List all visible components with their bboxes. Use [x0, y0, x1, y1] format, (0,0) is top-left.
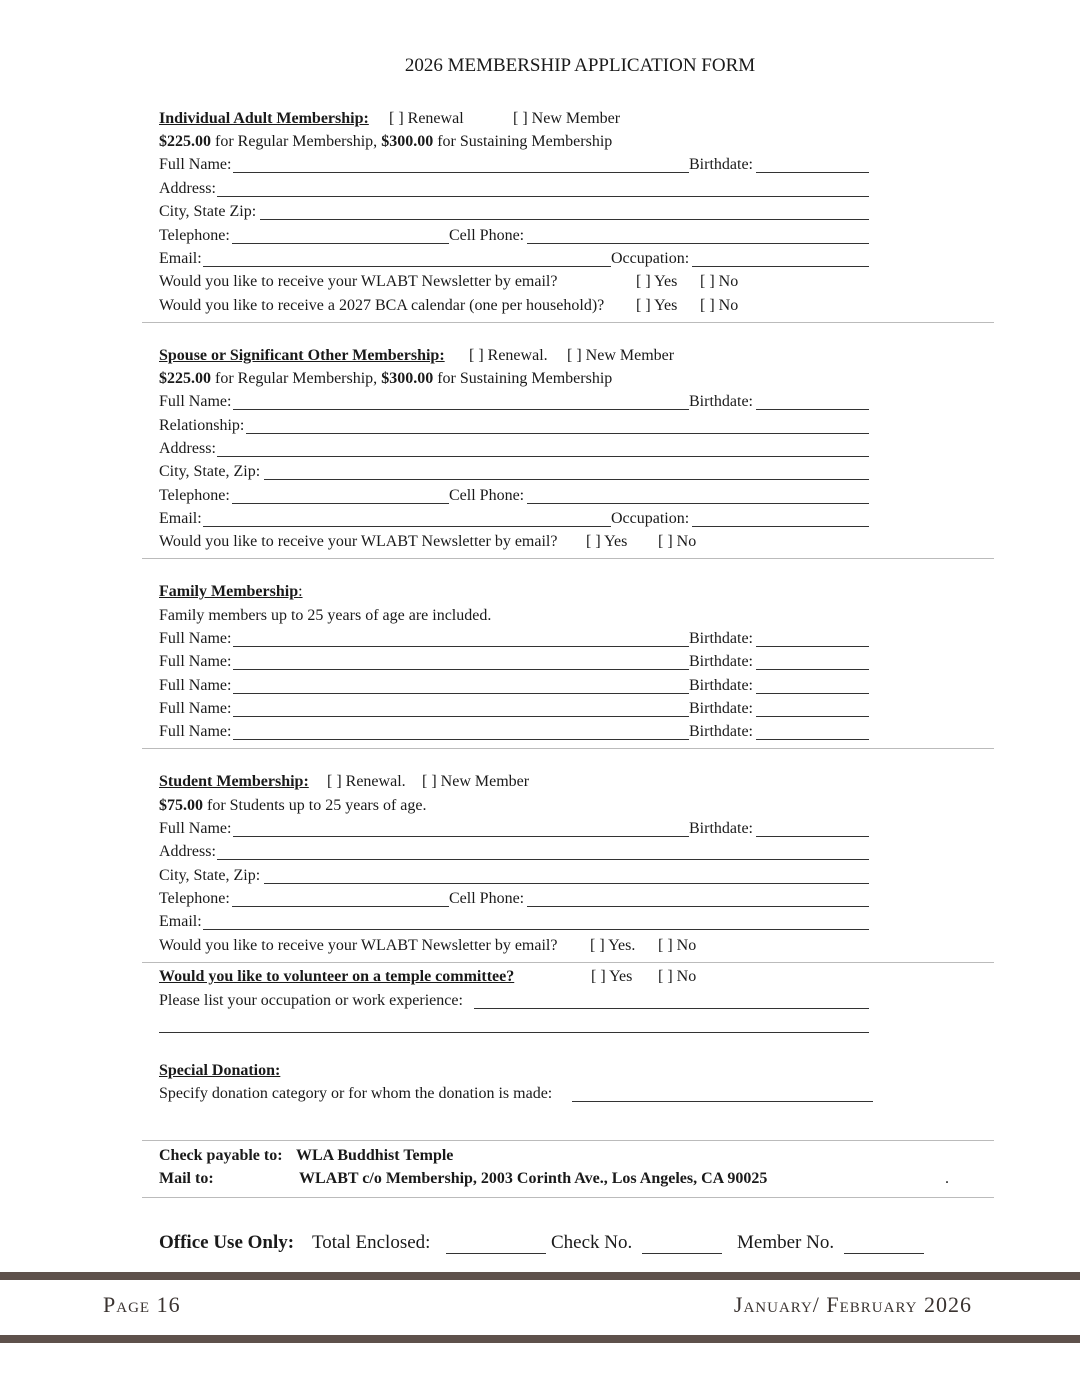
price-regular-text: for Regular Membership, — [211, 133, 382, 150]
check-payable-row — [0, 1146, 1080, 1166]
individual-renewal-checkbox[interactable]: [ ] Renewal — [389, 110, 464, 127]
price-sustaining: $300.00 — [381, 133, 434, 150]
birthdate-label: Birthdate: — [689, 653, 753, 670]
page-title: 2026 MEMBERSHIP APPLICATION FORM — [404, 55, 756, 76]
address-field[interactable] — [217, 456, 869, 457]
newsletter-no-checkbox[interactable]: [ ] No — [700, 273, 739, 290]
newsletter-no-checkbox[interactable]: [ ] No — [658, 937, 697, 954]
email-label: Email: — [159, 913, 202, 930]
city-field[interactable] — [260, 219, 869, 220]
cell-phone-label: Cell Phone: — [449, 890, 525, 907]
price-regular: $225.00 — [159, 133, 211, 150]
cell-phone-label: Cell Phone: — [449, 227, 525, 244]
individual-address-row — [0, 179, 1080, 199]
telephone-label: Telephone: — [159, 227, 230, 244]
full-name-field[interactable] — [233, 836, 689, 837]
spouse-header-row — [0, 346, 1080, 366]
full-name-label: Full Name: — [159, 723, 232, 740]
birthdate-field[interactable] — [756, 693, 869, 694]
occupation-field[interactable] — [692, 266, 869, 267]
city-label: City, State Zip: — [159, 203, 257, 220]
address-field[interactable] — [217, 196, 869, 197]
individual-email-row — [0, 249, 1080, 269]
volunteer-experience-row — [0, 991, 1080, 1011]
office-use-label: Office Use Only: — [159, 1232, 295, 1253]
telephone-label: Telephone: — [159, 487, 230, 504]
individual-newsletter-row — [0, 272, 1080, 292]
birthdate-label: Birthdate: — [689, 393, 753, 410]
calendar-yes-checkbox[interactable]: [ ] Yes — [636, 297, 678, 314]
birthdate-field[interactable] — [756, 646, 869, 647]
price-regular-text: for Regular Membership, — [211, 370, 382, 387]
telephone-label: Telephone: — [159, 890, 230, 907]
student-price-text: for Students up to 25 years of age. — [203, 797, 427, 814]
relationship-label: Relationship: — [159, 417, 245, 434]
birthdate-field[interactable] — [756, 409, 869, 410]
family-heading-colon: : — [298, 583, 303, 600]
price-regular: $225.00 — [159, 370, 211, 387]
donation-field[interactable] — [572, 1101, 873, 1102]
spouse-new-member-checkbox[interactable]: [ ] New Member — [567, 347, 675, 364]
newsletter-yes-checkbox[interactable]: [ ] Yes — [586, 533, 628, 550]
volunteer-yes-checkbox[interactable]: [ ] Yes — [591, 968, 633, 985]
calendar-no-checkbox[interactable]: [ ] No — [700, 297, 739, 314]
individual-name-row — [0, 155, 1080, 175]
birthdate-label: Birthdate: — [689, 820, 753, 837]
price-sustaining: $300.00 — [381, 370, 434, 387]
individual-heading: Individual Adult Membership: — [159, 110, 369, 127]
donation-label: Specify donation category or for whom the donation is made: — [159, 1085, 553, 1102]
price-sustaining-text: for Sustaining Membership — [433, 133, 613, 150]
spouse-city-row — [0, 462, 1080, 482]
individual-price-row — [0, 132, 1080, 152]
individual-calendar-row — [0, 296, 1080, 316]
family-member-row — [0, 699, 1080, 719]
city-label: City, State, Zip: — [159, 867, 261, 884]
spouse-price-row — [0, 369, 1080, 389]
city-field[interactable] — [264, 479, 869, 480]
family-member-row — [0, 676, 1080, 696]
section-divider — [142, 322, 994, 323]
volunteer-no-checkbox[interactable]: [ ] No — [658, 968, 697, 985]
full-name-field[interactable] — [233, 693, 689, 694]
student-newsletter-row — [0, 936, 1080, 956]
full-name-label: Full Name: — [159, 677, 232, 694]
address-label: Address: — [159, 180, 216, 197]
individual-header-row — [0, 109, 1080, 129]
donation-header-row — [0, 1061, 1080, 1081]
full-name-label: Full Name: — [159, 393, 232, 410]
address-label: Address: — [159, 440, 216, 457]
birthdate-field[interactable] — [756, 836, 869, 837]
city-field[interactable] — [264, 883, 869, 884]
student-name-row — [0, 819, 1080, 839]
birthdate-field[interactable] — [756, 172, 869, 173]
student-new-member-checkbox[interactable]: [ ] New Member — [422, 773, 530, 790]
telephone-field[interactable] — [232, 503, 449, 504]
section-divider — [142, 558, 994, 559]
full-name-field[interactable] — [233, 669, 689, 670]
newsletter-question: Would you like to receive your WLABT Newsletter by email? — [159, 273, 558, 290]
full-name-label: Full Name: — [159, 820, 232, 837]
section-divider — [142, 962, 994, 963]
full-name-field[interactable] — [233, 716, 689, 717]
check-payable-label: Check payable to: — [159, 1147, 283, 1164]
individual-new-member-checkbox[interactable]: [ ] New Member — [513, 110, 621, 127]
full-name-label: Full Name: — [159, 630, 232, 647]
full-name-field[interactable] — [233, 646, 689, 647]
donation-row — [0, 1084, 1080, 1104]
section-divider — [142, 748, 994, 749]
full-name-field[interactable] — [233, 739, 689, 740]
spouse-heading: Spouse or Significant Other Membership: — [159, 347, 445, 364]
member-no-label: Member No. — [737, 1232, 835, 1253]
address-field[interactable] — [217, 859, 869, 860]
experience-field-line-2[interactable] — [159, 1032, 869, 1033]
family-member-row — [0, 722, 1080, 742]
student-price: $75.00 — [159, 797, 203, 814]
telephone-field[interactable] — [232, 243, 449, 244]
email-label: Email: — [159, 250, 202, 267]
student-city-row — [0, 866, 1080, 886]
member-no-field[interactable] — [844, 1253, 924, 1254]
check-no-label: Check No. — [551, 1232, 633, 1253]
birthdate-label: Birthdate: — [689, 723, 753, 740]
address-label: Address: — [159, 843, 216, 860]
cell-phone-field[interactable] — [527, 243, 869, 244]
calendar-question: Would you like to receive a 2027 BCA calendar (one per household)? — [159, 297, 605, 314]
cell-phone-field[interactable] — [527, 503, 869, 504]
mail-to-address: WLABT c/o Membership, 2003 Corinth Ave., Los Angeles, CA 90025 — [299, 1170, 768, 1187]
newsletter-yes-checkbox[interactable]: [ ] Yes. — [590, 937, 636, 954]
check-payable-value: WLA Buddhist Temple — [296, 1147, 454, 1164]
occupation-label: Occupation: — [611, 510, 690, 527]
student-address-row — [0, 842, 1080, 862]
mail-to-label: Mail to: — [159, 1170, 214, 1187]
full-name-label: Full Name: — [159, 700, 232, 717]
office-use-row — [0, 1231, 1080, 1255]
spouse-email-row — [0, 509, 1080, 529]
birthdate-field[interactable] — [756, 669, 869, 670]
volunteer-experience-row-2 — [0, 1015, 1080, 1035]
issue-date: January/ February 2026 — [733, 1292, 972, 1317]
individual-city-row — [0, 202, 1080, 222]
birthdate-label: Birthdate: — [689, 630, 753, 647]
relationship-field[interactable] — [246, 433, 869, 434]
volunteer-row — [0, 967, 1080, 987]
page-number: Page 16 — [103, 1292, 181, 1317]
full-name-label: Full Name: — [159, 653, 232, 670]
newsletter-no-checkbox[interactable]: [ ] No — [658, 533, 697, 550]
spouse-relationship-row — [0, 416, 1080, 436]
birthdate-label: Birthdate: — [689, 700, 753, 717]
birthdate-field[interactable] — [756, 716, 869, 717]
total-enclosed-label: Total Enclosed: — [312, 1232, 431, 1253]
experience-label: Please list your occupation or work experience: — [159, 992, 463, 1009]
full-name-field[interactable] — [233, 409, 689, 410]
spouse-name-row — [0, 392, 1080, 412]
newsletter-yes-checkbox[interactable]: [ ] Yes — [636, 273, 678, 290]
student-phone-row — [0, 889, 1080, 909]
newsletter-question: Would you like to receive your WLABT Newsletter by email? — [159, 533, 558, 550]
email-field[interactable] — [203, 526, 611, 527]
total-enclosed-field[interactable] — [446, 1253, 546, 1254]
volunteer-question: Would you like to volunteer on a temple committee? — [159, 968, 515, 985]
mail-to-row — [0, 1169, 1080, 1189]
footer-bottom-bar — [0, 1335, 1080, 1343]
section-divider — [142, 1197, 994, 1198]
student-header-row — [0, 772, 1080, 792]
spouse-address-row — [0, 439, 1080, 459]
price-sustaining-text: for Sustaining Membership — [433, 370, 613, 387]
spouse-newsletter-row — [0, 532, 1080, 552]
cell-phone-field[interactable] — [527, 906, 869, 907]
full-name-field[interactable] — [233, 172, 689, 173]
occupation-label: Occupation: — [611, 250, 690, 267]
family-member-row — [0, 629, 1080, 649]
stray-dot: . — [945, 1170, 949, 1187]
birthdate-label: Birthdate: — [689, 677, 753, 694]
spouse-renewal-checkbox[interactable]: [ ] Renewal. — [469, 347, 548, 364]
family-description-row — [0, 606, 1080, 626]
student-price-row — [0, 796, 1080, 816]
email-label: Email: — [159, 510, 202, 527]
student-renewal-checkbox[interactable]: [ ] Renewal. — [327, 773, 406, 790]
occupation-field[interactable] — [692, 526, 869, 527]
birthdate-field[interactable] — [756, 739, 869, 740]
full-name-label: Full Name: — [159, 156, 232, 173]
birthdate-label: Birthdate: — [689, 156, 753, 173]
family-member-row — [0, 652, 1080, 672]
donation-heading: Special Donation: — [159, 1062, 281, 1079]
newsletter-question: Would you like to receive your WLABT Newsletter by email? — [159, 937, 558, 954]
footer-top-bar — [0, 1272, 1080, 1280]
email-field[interactable] — [203, 929, 869, 930]
individual-phone-row — [0, 226, 1080, 246]
student-heading: Student Membership: — [159, 773, 309, 790]
check-no-field[interactable] — [642, 1253, 722, 1254]
city-label: City, State, Zip: — [159, 463, 261, 480]
family-heading: Family Membership — [159, 583, 299, 600]
spouse-phone-row — [0, 486, 1080, 506]
cell-phone-label: Cell Phone: — [449, 487, 525, 504]
student-email-row — [0, 912, 1080, 932]
experience-field[interactable] — [474, 1008, 869, 1009]
email-field[interactable] — [203, 266, 611, 267]
section-divider — [142, 1140, 994, 1141]
family-description: Family members up to 25 years of age are included. — [159, 607, 492, 624]
telephone-field[interactable] — [232, 906, 449, 907]
family-header-row — [0, 582, 1080, 602]
